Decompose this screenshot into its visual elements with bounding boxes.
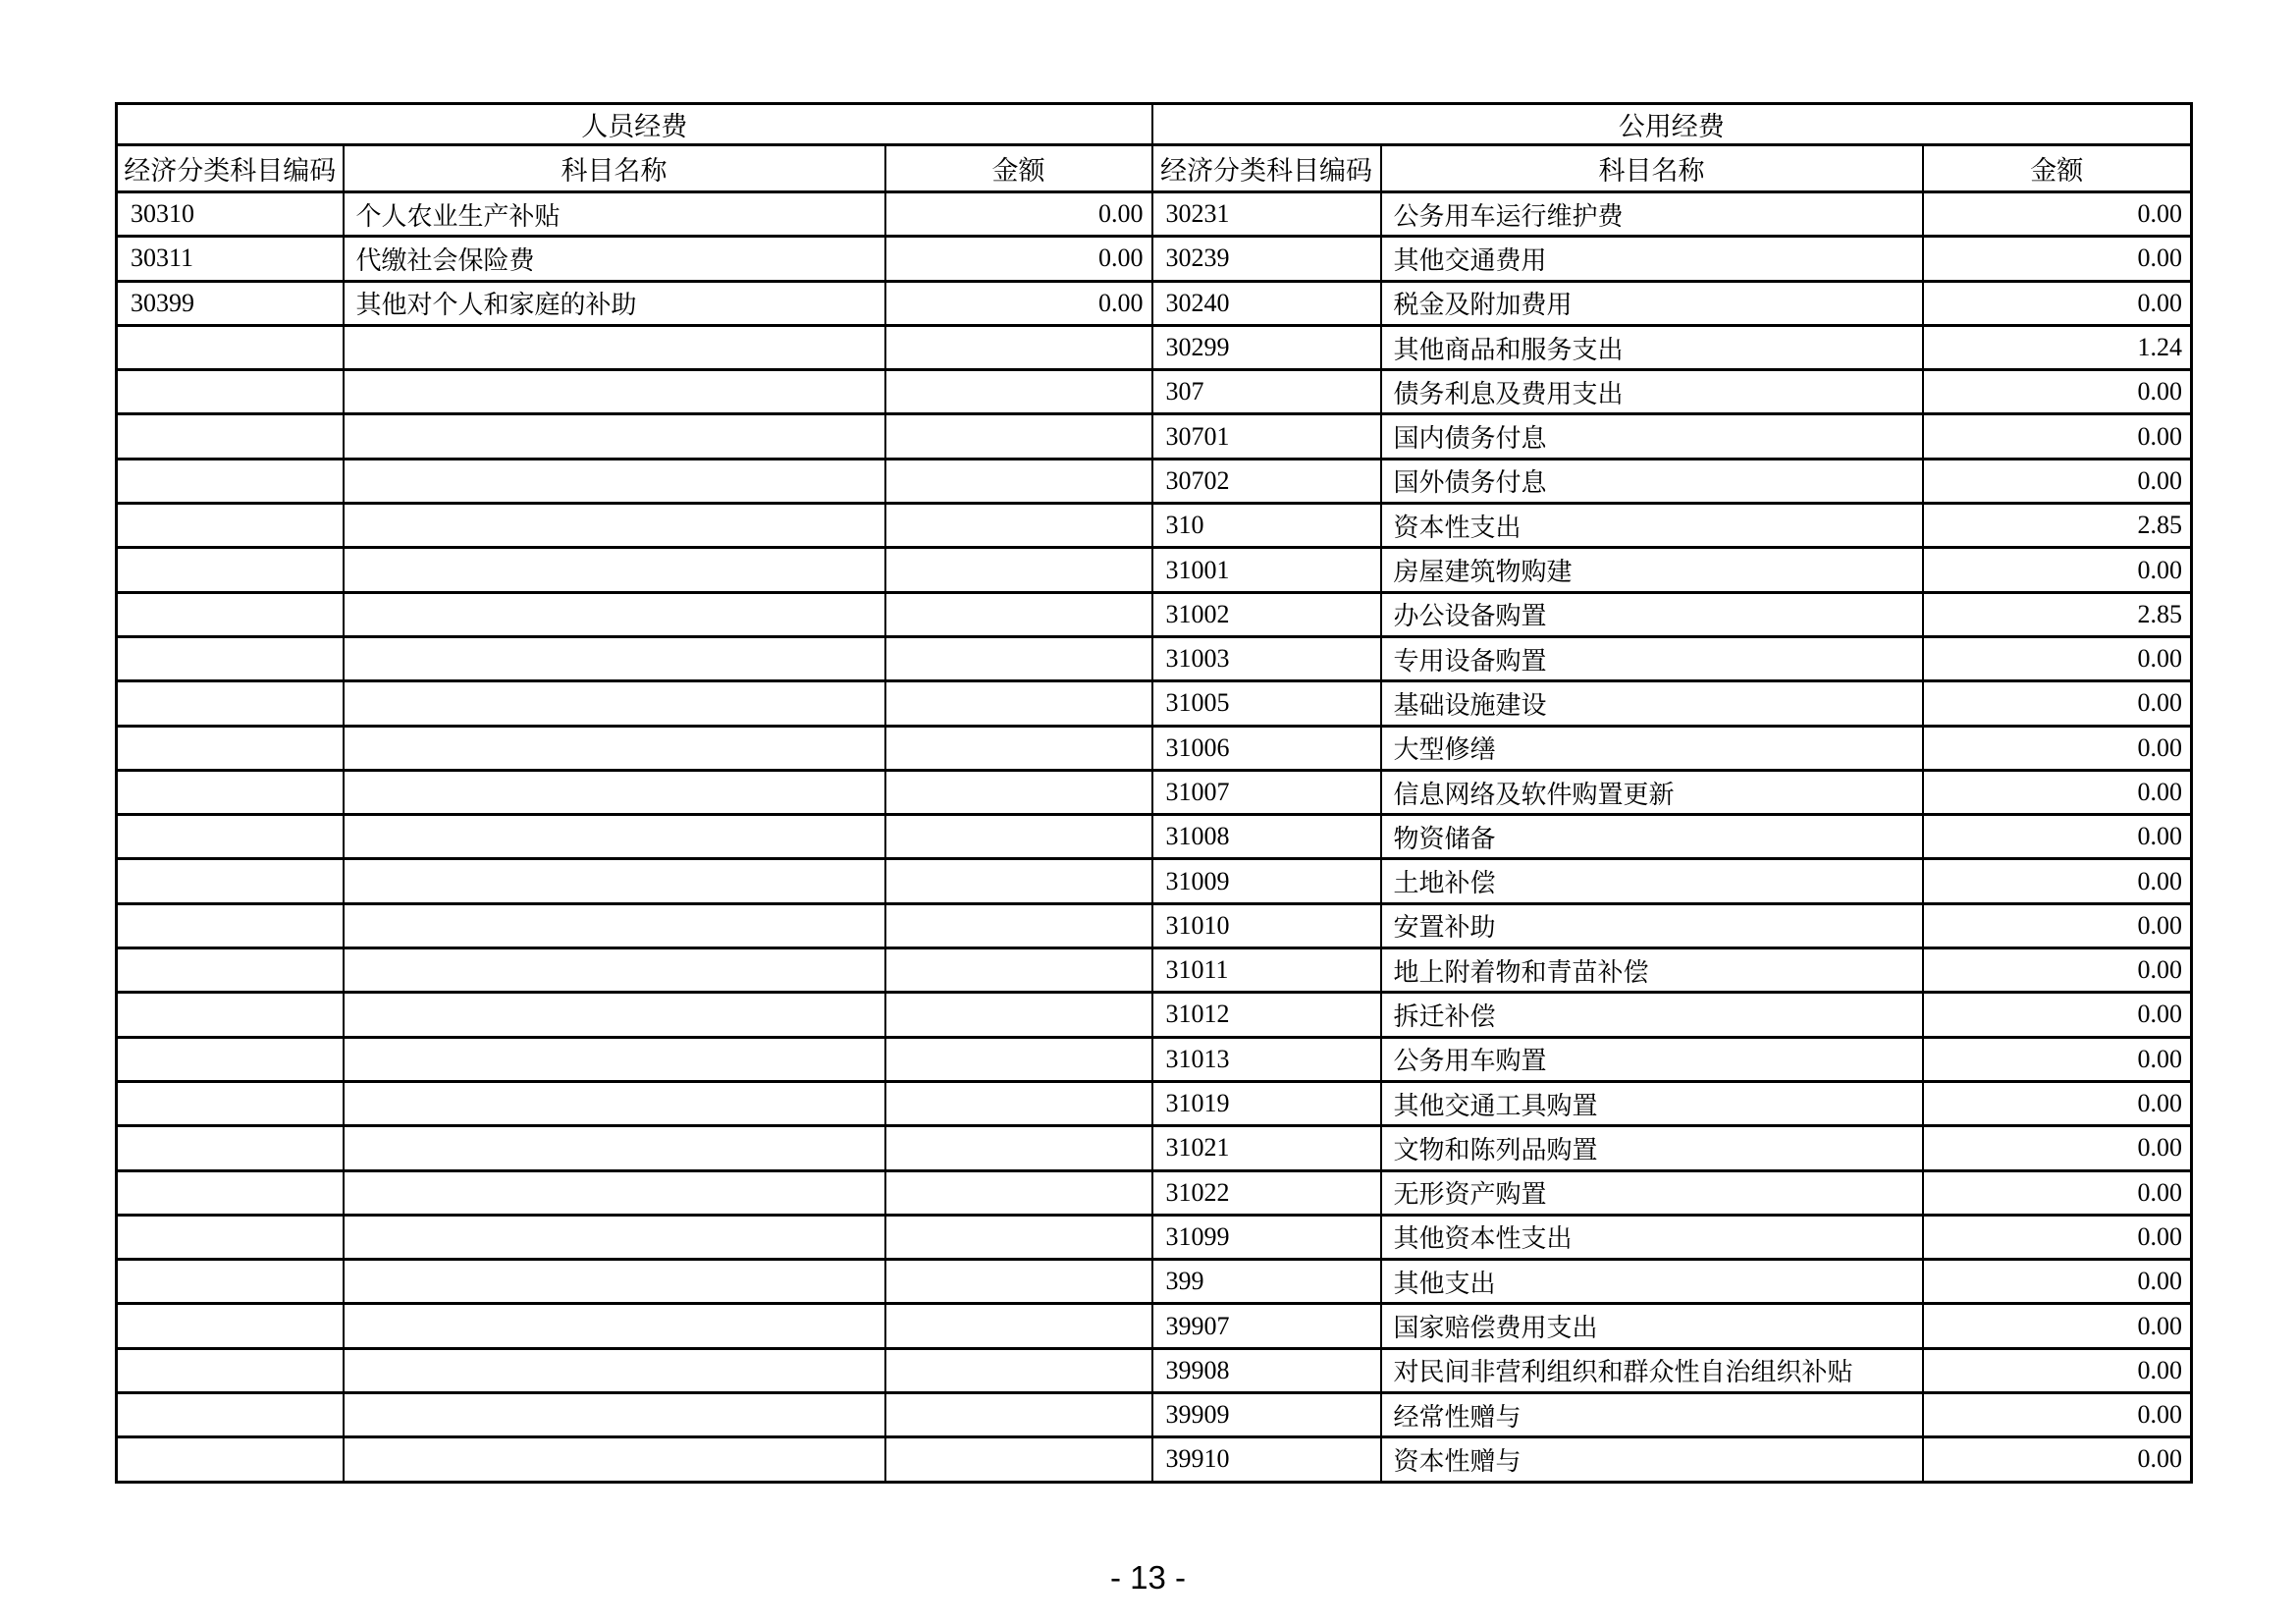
cell-name-right: 物资储备 bbox=[1381, 815, 1923, 859]
cell-amount-left bbox=[885, 815, 1152, 859]
table-row bbox=[117, 192, 2192, 237]
cell-amount-left: 0.00 bbox=[885, 281, 1152, 325]
cell-code-left bbox=[117, 592, 344, 636]
cell-code-right: 399 bbox=[1152, 1260, 1381, 1304]
cell-code-left bbox=[117, 726, 344, 770]
cell-name-left bbox=[344, 815, 885, 859]
cell-code-left bbox=[117, 370, 344, 414]
table-row bbox=[117, 903, 2192, 947]
cell-amount-right: 0.00 bbox=[1923, 815, 2192, 859]
cell-amount-left bbox=[885, 1260, 1152, 1304]
table-row bbox=[117, 414, 2192, 459]
cell-amount-right: 0.00 bbox=[1923, 1081, 2192, 1125]
cell-name-right: 国外债务付息 bbox=[1381, 459, 1923, 503]
table-row bbox=[117, 1081, 2192, 1125]
cell-name-left bbox=[344, 859, 885, 903]
cell-amount-right: 0.00 bbox=[1923, 548, 2192, 592]
cell-name-left bbox=[344, 1215, 885, 1259]
cell-code-left bbox=[117, 948, 344, 993]
cell-name-left bbox=[344, 770, 885, 814]
cell-amount-right: 0.00 bbox=[1923, 281, 2192, 325]
cell-amount-left bbox=[885, 859, 1152, 903]
cell-name-left bbox=[344, 370, 885, 414]
table-row bbox=[117, 504, 2192, 548]
cell-amount-left bbox=[885, 325, 1152, 369]
cell-name-right: 对民间非营利组织和群众性自治组织补贴 bbox=[1381, 1348, 1923, 1392]
cell-name-left bbox=[344, 993, 885, 1037]
cell-name-right: 大型修缮 bbox=[1381, 726, 1923, 770]
cell-code-left bbox=[117, 1437, 344, 1482]
cell-code-right: 31006 bbox=[1152, 726, 1381, 770]
cell-code-right: 31007 bbox=[1152, 770, 1381, 814]
table-head bbox=[117, 104, 2192, 192]
cell-name-right: 公务用车运行维护费 bbox=[1381, 192, 1923, 237]
cell-name-right: 国家赔偿费用支出 bbox=[1381, 1304, 1923, 1348]
table-body bbox=[117, 192, 2192, 1483]
table-row bbox=[117, 948, 2192, 993]
cell-amount-right: 0.00 bbox=[1923, 192, 2192, 237]
cell-amount-right: 0.00 bbox=[1923, 1348, 2192, 1392]
cell-code-right: 31013 bbox=[1152, 1037, 1381, 1081]
table-row bbox=[117, 237, 2192, 281]
cell-name-right: 其他支出 bbox=[1381, 1260, 1923, 1304]
cell-code-left: 30310 bbox=[117, 192, 344, 237]
cell-code-right: 31010 bbox=[1152, 903, 1381, 947]
cell-code-right: 31021 bbox=[1152, 1126, 1381, 1170]
cell-code-right: 30240 bbox=[1152, 281, 1381, 325]
cell-amount-right: 0.00 bbox=[1923, 1126, 2192, 1170]
cell-amount-right: 2.85 bbox=[1923, 592, 2192, 636]
cell-amount-left: 0.00 bbox=[885, 192, 1152, 237]
cell-name-right: 信息网络及软件购置更新 bbox=[1381, 770, 1923, 814]
cell-name-left bbox=[344, 1126, 885, 1170]
cell-code-right: 310 bbox=[1152, 504, 1381, 548]
cell-code-right: 39909 bbox=[1152, 1393, 1381, 1437]
table-row bbox=[117, 281, 2192, 325]
cell-code-left bbox=[117, 681, 344, 726]
cell-name-left bbox=[344, 903, 885, 947]
cell-name-left: 个人农业生产补贴 bbox=[344, 192, 885, 237]
table-row bbox=[117, 726, 2192, 770]
cell-name-right: 税金及附加费用 bbox=[1381, 281, 1923, 325]
column-header-name-left: 科目名称 bbox=[344, 145, 885, 192]
page-number: - 13 - bbox=[1109, 1559, 1187, 1596]
cell-amount-left bbox=[885, 1437, 1152, 1482]
cell-code-right: 31001 bbox=[1152, 548, 1381, 592]
cell-name-right: 地上附着物和青苗补偿 bbox=[1381, 948, 1923, 993]
table-row bbox=[117, 993, 2192, 1037]
cell-name-right: 房屋建筑物购建 bbox=[1381, 548, 1923, 592]
section-title-public-expenses: 公用经费 bbox=[1152, 104, 2192, 145]
cell-amount-left bbox=[885, 636, 1152, 680]
cell-amount-left bbox=[885, 903, 1152, 947]
cell-code-right: 31009 bbox=[1152, 859, 1381, 903]
table-row bbox=[117, 548, 2192, 592]
cell-amount-left bbox=[885, 1348, 1152, 1392]
cell-amount-right: 0.00 bbox=[1923, 459, 2192, 503]
section-title-row bbox=[117, 104, 2192, 145]
cell-name-right: 文物和陈列品购置 bbox=[1381, 1126, 1923, 1170]
cell-name-right: 其他资本性支出 bbox=[1381, 1215, 1923, 1259]
cell-code-left bbox=[117, 1126, 344, 1170]
table-row bbox=[117, 325, 2192, 369]
cell-amount-left: 0.00 bbox=[885, 237, 1152, 281]
cell-code-left bbox=[117, 1260, 344, 1304]
cell-amount-right: 0.00 bbox=[1923, 1215, 2192, 1259]
cell-code-right: 39910 bbox=[1152, 1437, 1381, 1482]
cell-name-right: 拆迁补偿 bbox=[1381, 993, 1923, 1037]
cell-code-right: 31002 bbox=[1152, 592, 1381, 636]
cell-code-right: 31005 bbox=[1152, 681, 1381, 726]
cell-code-right: 31003 bbox=[1152, 636, 1381, 680]
column-header-code-right: 经济分类科目编码 bbox=[1152, 145, 1381, 192]
cell-amount-left bbox=[885, 1304, 1152, 1348]
cell-name-left bbox=[344, 325, 885, 369]
cell-amount-right: 0.00 bbox=[1923, 414, 2192, 459]
cell-name-right: 资本性支出 bbox=[1381, 504, 1923, 548]
column-header-row bbox=[117, 145, 2192, 192]
cell-name-left bbox=[344, 1081, 885, 1125]
cell-code-left bbox=[117, 859, 344, 903]
cell-name-right: 安置补助 bbox=[1381, 903, 1923, 947]
cell-name-left bbox=[344, 1170, 885, 1215]
cell-amount-left bbox=[885, 548, 1152, 592]
cell-code-right: 31011 bbox=[1152, 948, 1381, 993]
cell-name-right: 债务利息及费用支出 bbox=[1381, 370, 1923, 414]
cell-code-left bbox=[117, 1170, 344, 1215]
column-header-amount-right: 金额 bbox=[1923, 145, 2192, 192]
cell-amount-right: 0.00 bbox=[1923, 237, 2192, 281]
cell-amount-right: 1.24 bbox=[1923, 325, 2192, 369]
table-row bbox=[117, 592, 2192, 636]
cell-name-left bbox=[344, 1348, 885, 1392]
cell-amount-left bbox=[885, 1215, 1152, 1259]
cell-name-left bbox=[344, 548, 885, 592]
cell-code-left bbox=[117, 1037, 344, 1081]
cell-amount-left bbox=[885, 1393, 1152, 1437]
cell-name-left bbox=[344, 636, 885, 680]
cell-code-left bbox=[117, 1215, 344, 1259]
cell-amount-right: 0.00 bbox=[1923, 1437, 2192, 1482]
cell-name-left bbox=[344, 414, 885, 459]
cell-amount-left bbox=[885, 726, 1152, 770]
cell-code-left bbox=[117, 414, 344, 459]
cell-name-right: 公务用车购置 bbox=[1381, 1037, 1923, 1081]
cell-code-left: 30399 bbox=[117, 281, 344, 325]
table-row bbox=[117, 859, 2192, 903]
cell-name-left bbox=[344, 726, 885, 770]
cell-name-right: 其他交通工具购置 bbox=[1381, 1081, 1923, 1125]
cell-name-left: 代缴社会保险费 bbox=[344, 237, 885, 281]
table-row bbox=[117, 770, 2192, 814]
cell-name-left bbox=[344, 459, 885, 503]
cell-amount-left bbox=[885, 770, 1152, 814]
cell-code-right: 30701 bbox=[1152, 414, 1381, 459]
cell-amount-left bbox=[885, 681, 1152, 726]
cell-amount-left bbox=[885, 370, 1152, 414]
cell-code-right: 30299 bbox=[1152, 325, 1381, 369]
cell-amount-right: 0.00 bbox=[1923, 1393, 2192, 1437]
column-header-code-left: 经济分类科目编码 bbox=[117, 145, 344, 192]
table-row bbox=[117, 815, 2192, 859]
table-row bbox=[117, 459, 2192, 503]
column-header-amount-left: 金额 bbox=[885, 145, 1152, 192]
table-row bbox=[117, 1037, 2192, 1081]
table-row bbox=[117, 636, 2192, 680]
cell-amount-right: 0.00 bbox=[1923, 1037, 2192, 1081]
cell-name-left bbox=[344, 1304, 885, 1348]
cell-amount-right: 0.00 bbox=[1923, 859, 2192, 903]
cell-code-right: 31008 bbox=[1152, 815, 1381, 859]
cell-name-left bbox=[344, 504, 885, 548]
table-row bbox=[117, 1393, 2192, 1437]
table-row bbox=[117, 1260, 2192, 1304]
cell-code-left bbox=[117, 770, 344, 814]
cell-code-left bbox=[117, 548, 344, 592]
cell-name-right: 办公设备购置 bbox=[1381, 592, 1923, 636]
cell-amount-right: 0.00 bbox=[1923, 726, 2192, 770]
cell-code-left bbox=[117, 459, 344, 503]
cell-name-right: 基础设施建设 bbox=[1381, 681, 1923, 726]
cell-amount-right: 0.00 bbox=[1923, 1304, 2192, 1348]
table-row bbox=[117, 681, 2192, 726]
cell-code-right: 31022 bbox=[1152, 1170, 1381, 1215]
cell-amount-left bbox=[885, 1126, 1152, 1170]
cell-amount-left bbox=[885, 504, 1152, 548]
section-title-personnel-expenses: 人员经费 bbox=[117, 104, 1152, 145]
cell-code-left bbox=[117, 993, 344, 1037]
cell-amount-left bbox=[885, 1037, 1152, 1081]
cell-code-left bbox=[117, 636, 344, 680]
table-row bbox=[117, 1437, 2192, 1482]
table-row bbox=[117, 1348, 2192, 1392]
cell-amount-left bbox=[885, 993, 1152, 1037]
table-row bbox=[117, 370, 2192, 414]
column-header-name-right: 科目名称 bbox=[1381, 145, 1923, 192]
cell-name-left bbox=[344, 1260, 885, 1304]
cell-code-left: 30311 bbox=[117, 237, 344, 281]
cell-name-right: 国内债务付息 bbox=[1381, 414, 1923, 459]
cell-amount-left bbox=[885, 1081, 1152, 1125]
cell-code-left bbox=[117, 1081, 344, 1125]
cell-amount-right: 2.85 bbox=[1923, 504, 2192, 548]
cell-amount-right: 0.00 bbox=[1923, 681, 2192, 726]
cell-name-right: 无形资产购置 bbox=[1381, 1170, 1923, 1215]
cell-code-left bbox=[117, 1348, 344, 1392]
cell-code-right: 39907 bbox=[1152, 1304, 1381, 1348]
cell-name-right: 其他商品和服务支出 bbox=[1381, 325, 1923, 369]
budget-table bbox=[115, 102, 2193, 1484]
cell-amount-left bbox=[885, 459, 1152, 503]
cell-amount-right: 0.00 bbox=[1923, 903, 2192, 947]
cell-code-right: 31099 bbox=[1152, 1215, 1381, 1259]
cell-code-left bbox=[117, 325, 344, 369]
table-row bbox=[117, 1126, 2192, 1170]
cell-name-right: 专用设备购置 bbox=[1381, 636, 1923, 680]
cell-name-left bbox=[344, 1393, 885, 1437]
cell-name-right: 经常性赠与 bbox=[1381, 1393, 1923, 1437]
cell-amount-right: 0.00 bbox=[1923, 948, 2192, 993]
cell-name-left bbox=[344, 681, 885, 726]
cell-code-left bbox=[117, 1304, 344, 1348]
cell-amount-right: 0.00 bbox=[1923, 993, 2192, 1037]
cell-name-right: 其他交通费用 bbox=[1381, 237, 1923, 281]
cell-code-left bbox=[117, 903, 344, 947]
cell-code-right: 30231 bbox=[1152, 192, 1381, 237]
cell-amount-right: 0.00 bbox=[1923, 370, 2192, 414]
cell-amount-left bbox=[885, 948, 1152, 993]
table-row bbox=[117, 1215, 2192, 1259]
cell-code-left bbox=[117, 1393, 344, 1437]
cell-code-right: 30702 bbox=[1152, 459, 1381, 503]
table-row bbox=[117, 1170, 2192, 1215]
cell-name-left bbox=[344, 1037, 885, 1081]
cell-name-left bbox=[344, 1437, 885, 1482]
cell-code-right: 307 bbox=[1152, 370, 1381, 414]
cell-amount-left bbox=[885, 414, 1152, 459]
cell-amount-left bbox=[885, 1170, 1152, 1215]
cell-amount-right: 0.00 bbox=[1923, 1260, 2192, 1304]
cell-amount-right: 0.00 bbox=[1923, 636, 2192, 680]
cell-name-left: 其他对个人和家庭的补助 bbox=[344, 281, 885, 325]
cell-code-right: 30239 bbox=[1152, 237, 1381, 281]
cell-code-left bbox=[117, 815, 344, 859]
table-row bbox=[117, 1304, 2192, 1348]
cell-code-right: 31012 bbox=[1152, 993, 1381, 1037]
cell-name-right: 土地补偿 bbox=[1381, 859, 1923, 903]
cell-name-left bbox=[344, 948, 885, 993]
cell-name-right: 资本性赠与 bbox=[1381, 1437, 1923, 1482]
cell-code-right: 31019 bbox=[1152, 1081, 1381, 1125]
cell-amount-left bbox=[885, 592, 1152, 636]
cell-amount-right: 0.00 bbox=[1923, 770, 2192, 814]
cell-name-left bbox=[344, 592, 885, 636]
cell-code-left bbox=[117, 504, 344, 548]
cell-amount-right: 0.00 bbox=[1923, 1170, 2192, 1215]
cell-code-right: 39908 bbox=[1152, 1348, 1381, 1392]
